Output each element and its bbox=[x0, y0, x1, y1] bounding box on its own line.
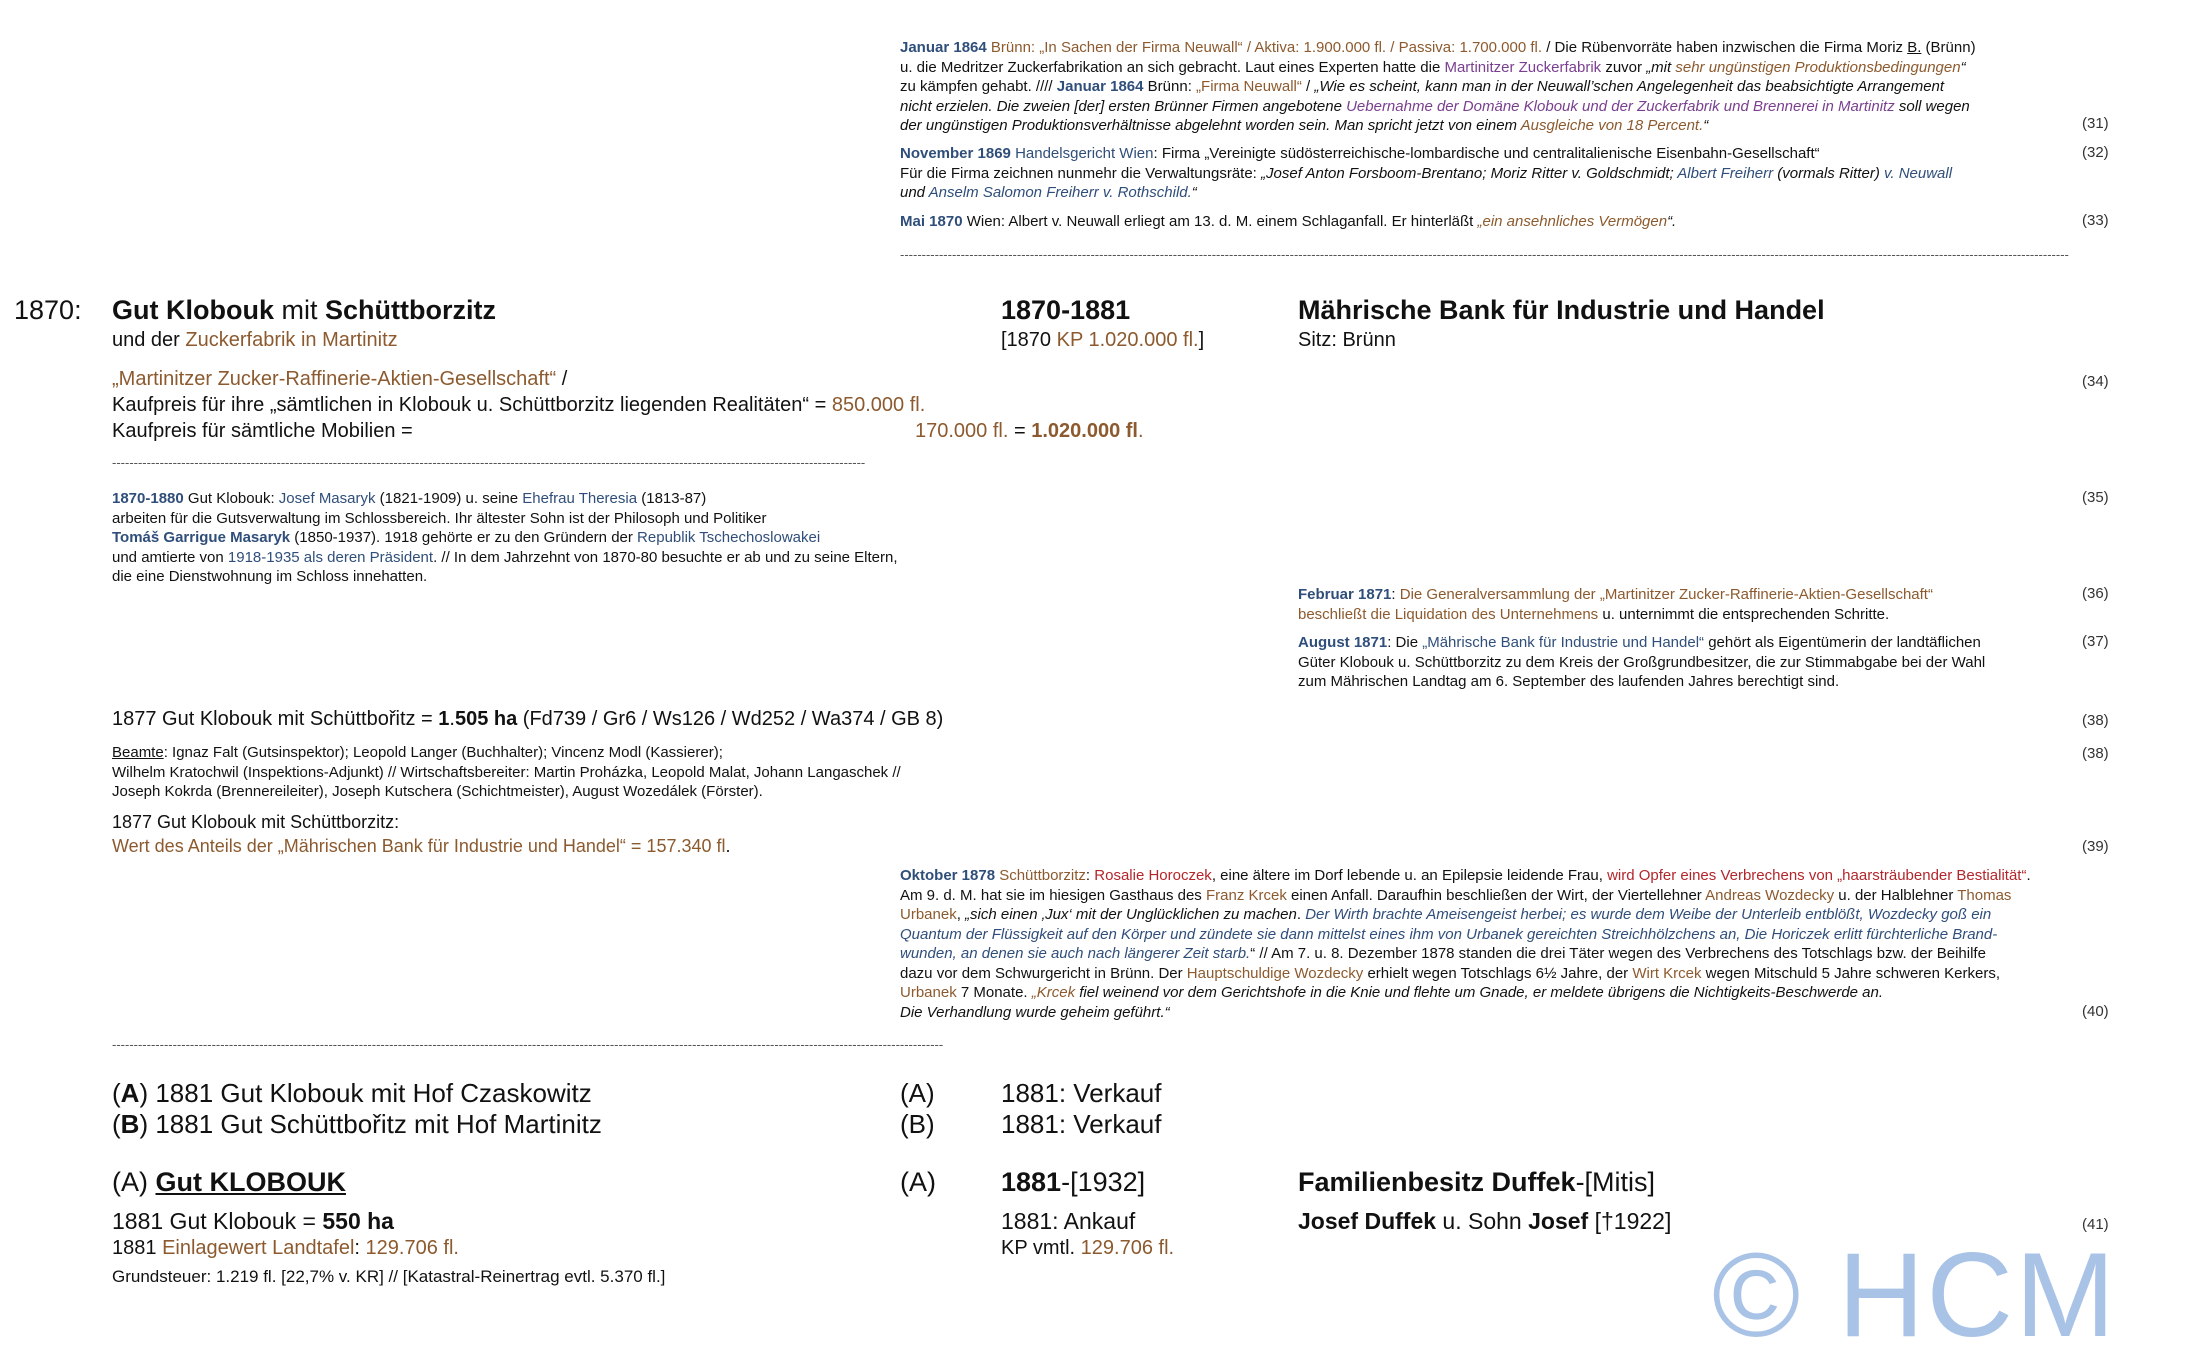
entry-32: November 1869 Handelsgericht Wien: Firma „Vereinigte südösterreichische-lombardische und centralitalienische Eisenbahn-Gesellschaft“ Für die Firma zeichnen nunmehr die Verwaltungsräte: „Josef Anton Forsboom-Brentano; Moriz Ritter v. Goldschmidt; Albert Freiherr (vormals Ritter) v. Neuwall und Anselm Salomon Freiherr v. Rothschild.“ bbox=[900, 145, 1953, 201]
footnote-36: (36) bbox=[2082, 585, 2109, 602]
area-1877: 1877 Gut Klobouk mit Schüttbořitz = 1.505 ha (Fd739 / Gr6 / Ws126 / Wd252 / Wa374 / GB 8) bbox=[112, 708, 944, 730]
entry-36: Februar 1871: Die Generalversammlung der „Martinitzer Zucker-Raffinerie-Aktien-Gesellschaft“ beschließt die Liquidation des Unternehmens u. unternimmt die entsprechenden Schritte. bbox=[1298, 586, 1933, 623]
divider: ------------------------------------------------------------------------------------------------------------------------------------------------------------------------------------------------------------------------------------------------------------------------------ bbox=[900, 247, 2069, 262]
purchase-price: [1870 KP 1.020.000 fl.] bbox=[1001, 329, 1205, 351]
share-value: 1877 Gut Klobouk mit Schüttborzitz: Wert des Anteils der „Mährischen Bank für Industrie und Handel“ = 157.340 fl. bbox=[112, 812, 731, 856]
footnote-40: (40) bbox=[2082, 1003, 2109, 1020]
klobouk-tax: Grundsteuer: 1.219 fl. [22,7% v. KR] // [Katastral-Reinertrag evtl. 5.370 fl.] bbox=[112, 1267, 666, 1286]
split-codes: (A) (B) bbox=[900, 1078, 935, 1139]
entry-40: Oktober 1878 Schüttborzitz: Rosalie Horoczek, eine ältere im Dorf lebende u. an Epilepsie leidende Frau, wird Opfer eines Verbrechens von „haarsträubender Bestialität“. Am 9. d. M. hat sie im hiesigen Gasthaus des Franz Krcek einen Anfall. Daraufhin beschließen der Wirt, der Viertellehner Andreas Wozdecky u. der Halblehner Thomas Urbanek, „sich einen ‚Jux‘ mit der Unglücklichen zu machen. Der Wirth brachte Ameisengeist herbei; es wurde dem Weibe der Unterleib entblößt, Wozdecky goß ein Quantum der Flüssigkeit auf den Körper und zündete sie dann mittelst eines ihm von Urbanek gereichten Streichhölzchens an, Die Horiczek erlitt fürchterliche Brand- wunden, an denen sie auch nach längerer Zeit starb.“ // Am 7. u. 8. Dezember 1878 standen die drei Täter wegen des Verbrechens des Totschlags bzw. der Beihilfe dazu vor dem Schwurgericht in Brünn. Der Hauptschuldige Wozdecky erhielt wegen Totschlags 6½ Jahre, der Wirt Krcek wegen Mitschuld 5 Jahre schweren Kerkers, Urbanek 7 Monate. „Krcek fiel weinend vor dem Gerichtshofe in die Knie und flehte um Gnade, er meldete übrigens die Nichtigkeits-Beschwerde an. Die Verhandlung wurde geheim geführt.“ bbox=[900, 867, 2031, 1021]
year-label: 1870: bbox=[14, 295, 82, 325]
klobouk-period: 1881-[1932] bbox=[1001, 1167, 1146, 1197]
entry-33: Mai 1870 Wien: Albert v. Neuwall erliegt am 13. d. M. einem Schlaganfall. Er hinterläßt „ein ansehnliches Vermögen“. bbox=[900, 213, 1677, 230]
section-subtitle: und der Zuckerfabrik in Martinitz bbox=[112, 329, 398, 351]
footnote-39: (39) bbox=[2082, 838, 2109, 855]
footnote-34: (34) bbox=[2082, 373, 2109, 390]
split-list: (A) 1881 Gut Klobouk mit Hof Czaskowitz (B) 1881 Gut Schüttbořitz mit Hof Martinitz bbox=[112, 1078, 602, 1139]
entry-35: 1870-1880 Gut Klobouk: Josef Masaryk (1821-1909) u. seine Ehefrau Theresia (1813-87) arbeiten für die Gutsverwaltung im Schlossbereich. Ihr ältester Sohn ist der Philosoph und Politiker Tomáš Garrigue Masaryk (1850-1937). 1918 gehörte er zu den Gründern der Republik Tschechoslowakei und amtierte von 1918-1935 als deren Präsident. // In dem Jahrzehnt von 1870-80 besuchte er ab und zu seine Eltern, die eine Dienstwohnung im Schloss innehatten. bbox=[112, 490, 898, 585]
split-actions: 1881: Verkauf 1881: Verkauf bbox=[1001, 1078, 1162, 1139]
footnote-41: (41) bbox=[2082, 1216, 2109, 1233]
klobouk-owner: Familienbesitz Duffek-[Mitis] bbox=[1298, 1167, 1656, 1197]
footnote-32: (32) bbox=[2082, 144, 2109, 161]
section-title: Gut Klobouk mit Schüttborzitz bbox=[112, 295, 496, 325]
date-label: Januar 1864 bbox=[900, 39, 987, 56]
footnote-33: (33) bbox=[2082, 212, 2109, 229]
officials: Beamte: Ignaz Falt (Gutsinspektor); Leopold Langer (Buchhalter); Vincenz Modl (Kassierer); Wilhelm Kratochwil (Inspektions-Adjunkt) // Wirtschaftsbereiter: Martin Proházka, Leopold Malat, Johann Langaschek // Joseph Kokrda (Brennereileiter), Joseph Kutschera (Schichtmeister), August Wozedálek (Förster). bbox=[112, 744, 901, 800]
entry-31: Januar 1864 Brünn: „In Sachen der Firma Neuwall“ / Aktiva: 1.900.000 fl. / Passiva: 1.700.000 fl. / Die Rübenvorräte haben inzwischen die Firma Moriz B. (Brünn) u. die Medritzer Zuckerfabrikation an sich gebracht. Laut eines Experten hatte die Martinitzer Zuckerfabrik zuvor „mit sehr ungünstigen Produktionsbedingungen“ zu kämpfen gehabt. //// Januar 1864 Brünn: „Firma Neuwall“ / „Wie es scheint, kann man in der Neuwall’schen Angelegenheit das beabsichtigte Arrangement nicht erzielen. Die zweien [der] ersten Brünner Firmen angebotene Uebernahme der Domäne Klobouk und der Zuckerfabrik und Brennerei in Martinitz soll wegen der ungünstigen Produktionsverhältnisse abgelehnt worden sein. Man spricht jetzt von einem Ausgleiche von 18 Percent.“ bbox=[900, 39, 1976, 134]
klobouk-code: (A) bbox=[900, 1167, 936, 1197]
klobouk-owner-names: Josef Duffek u. Sohn Josef [†1922] bbox=[1298, 1208, 1672, 1234]
klobouk-heading: (A) Gut KLOBOUK bbox=[112, 1167, 346, 1197]
divider: ------------------------------------------------------------------------------------------------------------------------------------------------------------------------------ bbox=[112, 455, 866, 470]
footnote-38: (38) bbox=[2082, 712, 2109, 729]
klobouk-ankauf: 1881: Ankauf bbox=[1001, 1208, 1136, 1234]
entry-37: August 1871: Die „Mährische Bank für Industrie und Handel“ gehört als Eigentümerin der landtäflichen Güter Klobouk u. Schüttborzitz zu dem Kreis der Großgrundbesitzer, die zur Stimmabgabe bei der Wahl zum Mährischen Landtag am 6. September des laufenden Jahres berechtigt sind. bbox=[1298, 634, 1986, 690]
klobouk-kp: KP vmtl. 129.706 fl. bbox=[1001, 1237, 1175, 1259]
owner-name: Mährische Bank für Industrie und Handel bbox=[1298, 295, 1825, 325]
footnote-31: (31) bbox=[2082, 115, 2109, 132]
klobouk-area: 1881 Gut Klobouk = 550 ha bbox=[112, 1208, 394, 1234]
footnote-38b: (38) bbox=[2082, 745, 2109, 762]
purchase-block: „Martinitzer Zucker-Raffinerie-Aktien-Gesellschaft“ / Kaufpreis für ihre „sämtlichen in Klobouk u. Schüttborzitz liegenden Realitäten“ = 850.000 fl. Kaufpreis für sämtliche Mobilien = bbox=[112, 368, 926, 442]
period-label: 1870-1881 bbox=[1001, 295, 1131, 325]
klobouk-einlagewert: 1881 Einlagewert Landtafel: 129.706 fl. bbox=[112, 1237, 459, 1259]
purchase-total: 170.000 fl. = 1.020.000 fl. bbox=[915, 420, 1144, 442]
owner-seat: Sitz: Brünn bbox=[1298, 329, 1396, 351]
footnote-35: (35) bbox=[2082, 489, 2109, 506]
copyright-watermark: © HCM bbox=[1712, 1228, 2118, 1362]
footnote-37: (37) bbox=[2082, 633, 2109, 650]
divider: ------------------------------------------------------------------------------------------------------------------------------------------------------------------------------------------------ bbox=[112, 1037, 944, 1052]
